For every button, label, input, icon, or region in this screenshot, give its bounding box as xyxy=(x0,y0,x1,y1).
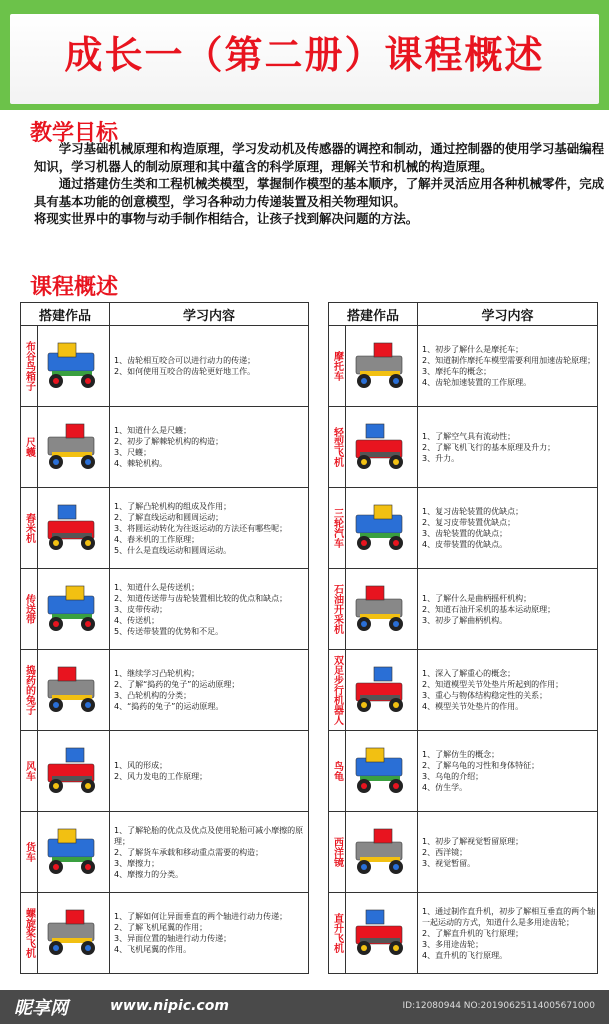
course-name-cell xyxy=(21,731,38,812)
model-image-cell xyxy=(38,650,110,731)
course-content-text: 1、知道什么是传送机； 2、知道传送带与齿轮装置相比较的优点和缺点； 3、皮带传动； 4、传送机； 5、传送带装置的优势和不足。 xyxy=(114,582,288,636)
course-content-cell xyxy=(110,812,309,893)
course-name-cell xyxy=(21,326,38,407)
course-content-cell xyxy=(110,650,309,731)
model-image-cell xyxy=(346,407,418,488)
course-row xyxy=(21,326,309,407)
model-photo xyxy=(346,493,416,563)
watermark-url: www.nipic.com xyxy=(110,998,229,1014)
title-banner xyxy=(0,0,609,110)
goals-paragraph-1: 学习基础机械原理和构造原理，学习发动机及传感器的调控和制动，通过控制器的使用学习基础编程知识，学习机器人的制动原理和其中蕴含的科学原理，理解关节和机械的构造原理。 xyxy=(34,141,604,174)
course-row xyxy=(21,569,309,650)
course-name-cell xyxy=(329,407,346,488)
course-content-cell xyxy=(418,326,598,407)
course-row xyxy=(329,650,598,731)
course-table-left xyxy=(20,302,309,974)
goals-heading: 教学目标 xyxy=(30,121,119,146)
model-photo xyxy=(38,493,108,563)
model-photo xyxy=(346,817,416,887)
model-image-cell xyxy=(38,569,110,650)
course-content-cell xyxy=(418,488,598,569)
course-content-text: 1、了解如何让异面垂直的两个轴进行动力传递； 2、了解飞机尾翼的作用； 3、异面位置的轴进行动力传递； 4、飞机尾翼的作用。 xyxy=(114,912,288,954)
course-content-cell xyxy=(110,731,309,812)
model-photo xyxy=(346,574,416,644)
model-photo xyxy=(346,655,416,725)
page-title: 成长一（第二册）课程概述 xyxy=(64,33,545,77)
model-image-cell xyxy=(346,893,418,974)
course-name: 轻型飞机 xyxy=(331,427,343,467)
model-photo xyxy=(346,736,416,806)
model-image-cell xyxy=(38,731,110,812)
model-image-cell xyxy=(38,812,110,893)
course-name-cell xyxy=(21,488,38,569)
footer-bar xyxy=(0,990,609,1024)
course-name-cell xyxy=(329,650,346,731)
course-content-text: 1、了解轮胎的优点及优点及使用轮胎可减小摩擦的原理； 2、了解货车承载和移动重点需要的构造； 3、摩擦力； 4、摩擦力的分类。 xyxy=(114,825,304,879)
course-row xyxy=(21,488,309,569)
model-photo xyxy=(38,736,108,806)
course-content-cell xyxy=(418,893,598,974)
course-name-cell xyxy=(329,569,346,650)
model-image-cell xyxy=(38,407,110,488)
course-name-cell xyxy=(21,812,38,893)
course-row xyxy=(329,812,598,893)
course-name-cell xyxy=(329,488,346,569)
course-name-cell xyxy=(21,893,38,974)
model-image-cell xyxy=(346,569,418,650)
course-content-text: 1、复习齿轮装置的优缺点； 2、复习皮带装置优缺点； 3、齿轮装置的优缺点； 4、皮带装置的优缺点。 xyxy=(422,507,524,549)
course-content-text: 1、齿轮相互咬合可以进行动力的传递； 2、如何使用互咬合的齿轮更好地工作。 xyxy=(114,356,256,376)
course-content-cell xyxy=(418,812,598,893)
course-name-cell xyxy=(329,812,346,893)
column-header-content: 学习内容 xyxy=(418,303,598,326)
model-photo xyxy=(346,898,416,968)
model-image-cell xyxy=(38,488,110,569)
goals-paragraph-2: 通过搭建仿生类和工程机械类模型，掌握制作模型的基本顺序，了解并灵活应用各种机械零件，完成具有基本功能的创意模型，学习各种动力传递装置及相关物理知识。 xyxy=(34,176,604,209)
course-row xyxy=(21,731,309,812)
course-name: 捣药的兔子 xyxy=(23,665,35,715)
course-content-text: 1、了解什么是曲柄摇杆机构； 2、知道石油开采机的基本运动原理； 3、初步了解曲柄机构。 xyxy=(422,593,556,625)
model-image-cell xyxy=(346,812,418,893)
overview-heading: 课程概述 xyxy=(30,275,119,300)
course-content-text: 1、初步了解视觉暂留原理； 2、西洋镜； 3、视觉暂留。 xyxy=(422,836,524,868)
course-content-text: 1、了解空气具有流动性； 2、了解飞机飞行的基本原理及升力； 3、升力。 xyxy=(422,431,556,463)
course-content-cell xyxy=(418,569,598,650)
course-content-text: 1、风的形成； 2、风力发电的工作原理； xyxy=(114,761,208,781)
course-content-text: 1、深入了解重心的概念； 2、知道模型关节处垫片所起到的作用； 3、重心与物体结构稳定性的关系； 4、模型关节处垫片的作用。 xyxy=(422,669,564,711)
course-name: 石油开采机 xyxy=(331,584,343,634)
course-row xyxy=(329,326,598,407)
course-table-right xyxy=(328,302,598,974)
course-content-cell xyxy=(110,488,309,569)
model-photo xyxy=(38,574,108,644)
course-content-cell xyxy=(110,893,309,974)
model-photo xyxy=(38,898,108,968)
course-name: 直升飞机 xyxy=(331,913,343,953)
model-photo xyxy=(38,412,108,482)
course-content-text: 1、了解仿生的概念； 2、了解乌龟的习性和身体特征； 3、乌龟的介绍； 4、仿生学。 xyxy=(422,750,540,792)
course-row xyxy=(329,731,598,812)
watermark-logo: 昵享网 xyxy=(14,998,68,1019)
course-name: 螺旋桨飞机 xyxy=(23,908,35,958)
model-photo xyxy=(38,817,108,887)
image-id: ID:12080944 NO:20190625114005671000 xyxy=(402,1001,595,1011)
course-content-cell xyxy=(418,650,598,731)
course-name: 摩托车 xyxy=(331,351,343,381)
course-name: 布谷鸟箱子 xyxy=(23,341,35,391)
course-row xyxy=(21,650,309,731)
course-name-cell xyxy=(21,407,38,488)
course-name: 鸟龟 xyxy=(331,761,343,781)
course-name-cell xyxy=(329,893,346,974)
course-name: 风车 xyxy=(23,761,35,781)
course-content-cell xyxy=(110,407,309,488)
course-name: 传送带 xyxy=(23,594,35,624)
model-photo xyxy=(38,655,108,725)
course-content-text: 1、继续学习凸轮机构； 2、了解“捣药的兔子”的运动原理； 3、凸轮机构的分类； 4、“捣药的兔子”的运动原理。 xyxy=(114,669,240,711)
course-row xyxy=(329,893,598,974)
course-row xyxy=(329,569,598,650)
model-image-cell xyxy=(38,893,110,974)
column-header-build: 搭建作品 xyxy=(21,303,110,326)
model-photo xyxy=(346,331,416,401)
model-photo xyxy=(38,331,108,401)
course-content-text: 1、初步了解什么是摩托车； 2、知道制作摩托车模型需要利用加速齿轮原理； 3、摩托车的概念； 4、齿轮加速装置的工作原理。 xyxy=(422,345,596,387)
course-content-cell xyxy=(110,326,309,407)
model-image-cell xyxy=(346,731,418,812)
course-content-cell xyxy=(418,407,598,488)
course-name: 双足步行机器人 xyxy=(331,655,343,725)
course-row xyxy=(329,407,598,488)
course-content-cell xyxy=(110,569,309,650)
course-name-cell xyxy=(329,326,346,407)
model-image-cell xyxy=(38,326,110,407)
model-photo xyxy=(346,412,416,482)
model-image-cell xyxy=(346,488,418,569)
course-row xyxy=(329,488,598,569)
column-header-build: 搭建作品 xyxy=(329,303,418,326)
model-image-cell xyxy=(346,326,418,407)
course-content-text: 1、通过制作直升机，初步了解相互垂直的两个轴一起运动的方式，知道什么是多用途齿轮； 2、了解直升机的飞行原理； 3、多用途齿轮； 4、直升机的飞行原理。 xyxy=(422,906,596,960)
course-row xyxy=(21,812,309,893)
goals-paragraph-3: 将现实世界中的事物与动手制作相结合，让孩子找到解决问题的方法。 xyxy=(34,211,419,226)
goals-text xyxy=(34,140,604,228)
course-name-cell xyxy=(21,650,38,731)
course-name: 三轮汽车 xyxy=(331,508,343,548)
course-content-cell xyxy=(418,731,598,812)
course-name: 舂米机 xyxy=(23,513,35,543)
course-row xyxy=(21,407,309,488)
course-name: 西洋镜 xyxy=(331,837,343,867)
course-content-text: 1、了解凸轮机构的组成及作用； 2、了解直线运动和圆周运动； 3、将圆运动转化为往返运动的方法还有哪些呢； 4、舂米机的工作原理； 5、什么是直线运动和圆周运动。 xyxy=(114,501,288,555)
column-header-content: 学习内容 xyxy=(110,303,309,326)
course-content-text: 1、知道什么是尺蠖； 2、初步了解棘轮机构的构造； 3、尺蠖； 4、棘轮机构。 xyxy=(114,426,224,468)
course-name: 货车 xyxy=(23,842,35,862)
course-name-cell xyxy=(21,569,38,650)
course-name-cell xyxy=(329,731,346,812)
model-image-cell xyxy=(346,650,418,731)
course-name: 尺蠖 xyxy=(23,437,35,457)
course-row xyxy=(21,893,309,974)
